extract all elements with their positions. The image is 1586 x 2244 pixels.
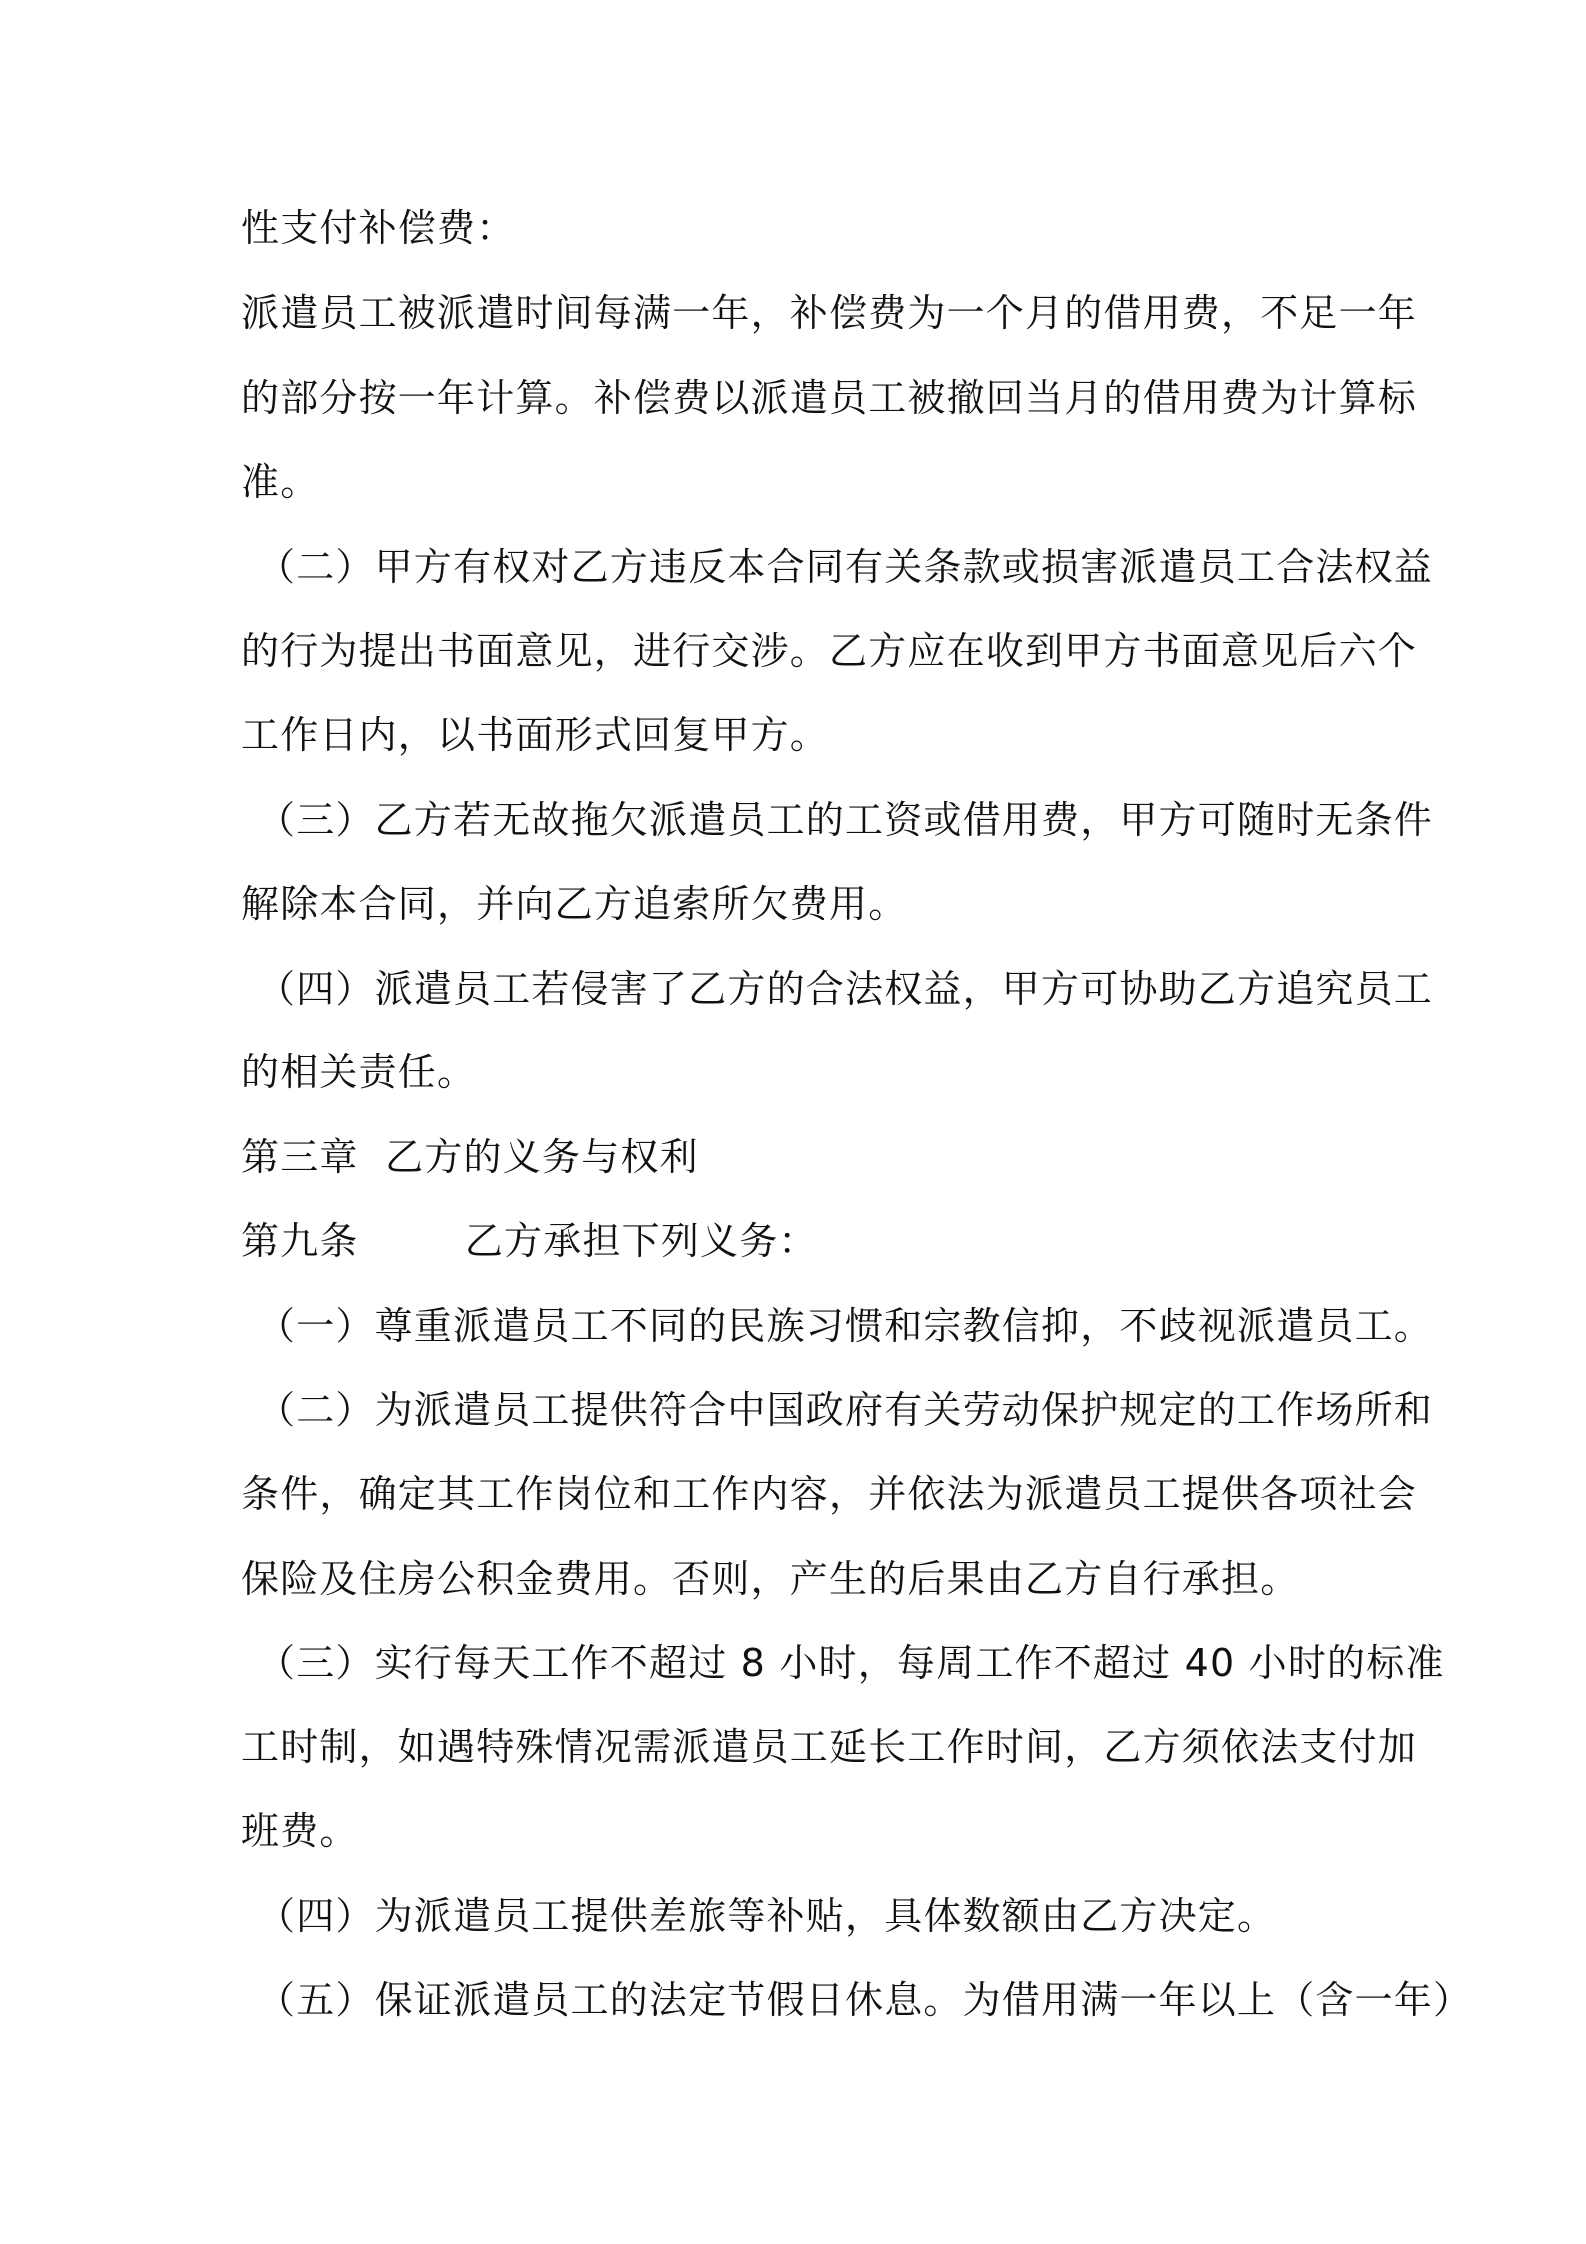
paragraph-line: （三）乙方若无故拖欠派遣员工的工资或借用费，甲方可随时无条件 — [257, 798, 1434, 842]
paragraph-line: （五）保证派遣员工的法定节假日休息。为借用满一年以上（含一年） — [257, 1978, 1473, 2022]
paragraph-line: 班费。 — [241, 1809, 359, 1853]
paragraph-line: 性支付补偿费： — [241, 206, 516, 250]
paragraph-line: （二）甲方有权对乙方违反本合同有关条款或损害派遣员工合法权益 — [257, 545, 1434, 589]
paragraph-line: （四）为派遣员工提供差旅等补贴，具体数额由乙方决定。 — [257, 1894, 1277, 1938]
paragraph-line: （二）为派遣员工提供符合中国政府有关劳动保护规定的工作场所和 — [257, 1388, 1434, 1432]
paragraph-line: 派遣员工被派遣时间每满一年，补偿费为一个月的借用费，不足一年 — [241, 291, 1418, 335]
paragraph-line: 的部分按一年计算。补偿费以派遣员工被撤回当月的借用费为计算标 — [241, 376, 1418, 420]
paragraph-line: 的行为提出书面意见，进行交涉。乙方应在收到甲方书面意见后六个 — [241, 629, 1418, 673]
paragraph-line: （一）尊重派遣员工不同的民族习惯和宗教信抑，不歧视派遣员工。 — [257, 1304, 1434, 1348]
paragraph-line: （四）派遣员工若侵害了乙方的合法权益，甲方可协助乙方追究员工 — [257, 967, 1434, 1011]
paragraph-line: 保险及住房公积金费用。否则，产生的后果由乙方自行承担。 — [241, 1557, 1300, 1601]
paragraph-line: （三）实行每天工作不超过 8 小时，每周工作不超过 40 小时的标准 — [257, 1641, 1445, 1685]
paragraph-line: 准。 — [241, 460, 320, 504]
paragraph-line: 工时制，如遇特殊情况需派遣员工延长工作时间，乙方须依法支付加 — [241, 1725, 1418, 1769]
article-heading: 第九条 乙方承担下列义务： — [241, 1219, 818, 1263]
paragraph-line: 的相关责任。 — [241, 1050, 477, 1094]
chapter-heading: 第三章 乙方的义务与权利 — [241, 1135, 699, 1179]
paragraph-line: 解除本合同，并向乙方追索所欠费用。 — [241, 882, 908, 926]
paragraph-line: 条件，确定其工作岗位和工作内容，并依法为派遣员工提供各项社会 — [241, 1472, 1418, 1516]
paragraph-line: 工作日内，以书面形式回复甲方。 — [241, 713, 830, 757]
